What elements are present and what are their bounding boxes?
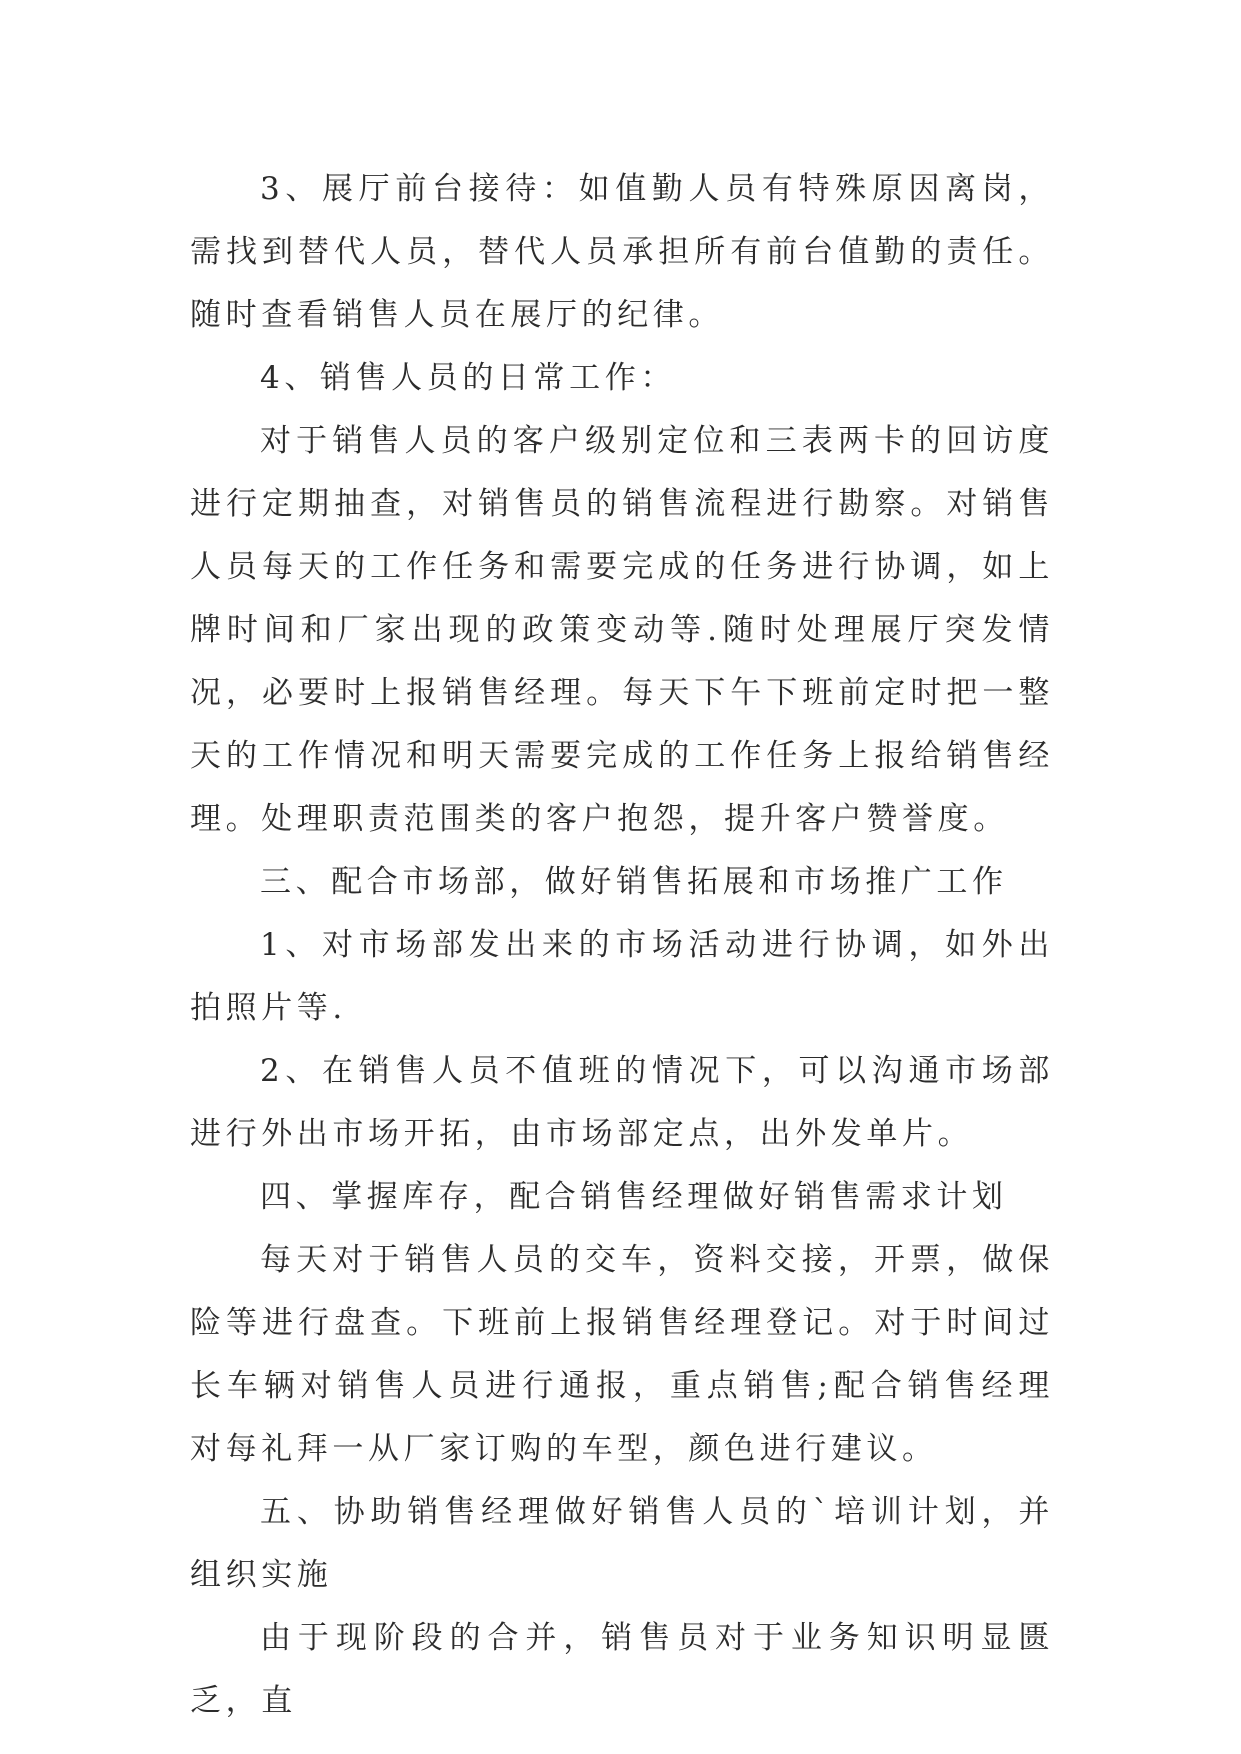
paragraph-market-expansion: 2、在销售人员不值班的情况下，可以沟通市场部进行外出市场开拓，由市场部定点，出外发单片。 — [190, 1053, 1054, 1152]
section-heading-market-cooperation: 三、配合市场部，做好销售拓展和市场推广工作 — [260, 864, 1008, 900]
paragraph-daily-work-details: 对于销售人员的客户级别定位和三表两卡的回访度进行定期抽查，对销售员的销售流程进行勘察。对销售人员每天的工作任务和需要完成的任务进行协调，如上牌时间和厂家出现的政策变动等.随时处理展厅突发情况，必要时上报销售经理。每天下午下班前定时把一整天的工作情况和明天需要完成的工作任务上报给销售经理。处理职责范围类的客户抱怨，提升客户赞誉度。 — [190, 423, 1054, 837]
paragraph-daily-work-heading: 4、销售人员的日常工作： — [260, 360, 676, 396]
paragraph-training-details: 由于现阶段的合并，销售员对于业务知识明显匮乏，直 — [190, 1620, 1054, 1719]
paragraph-inventory-details: 每天对于销售人员的交车，资料交接，开票，做保险等进行盘查。下班前上报销售经理登记。对于时间过长车辆对销售人员进行通报，重点销售;配合销售经理对每礼拜一从厂家订购的车型，颜色进行建议。 — [190, 1242, 1054, 1467]
document-body — [190, 158, 1054, 1733]
paragraph-market-activities: 1、对市场部发出来的市场活动进行协调，如外出拍照片等. — [190, 927, 1054, 1026]
section-heading-inventory: 四、掌握库存，配合销售经理做好销售需求计划 — [260, 1179, 1008, 1215]
paragraph-front-desk-reception: 3、展厅前台接待：如值勤人员有特殊原因离岗，需找到替代人员，替代人员承担所有前台值勤的责任。随时查看销售人员在展厅的纪律。 — [190, 171, 1054, 333]
section-heading-training-plan: 五、协助销售经理做好销售人员的`培训计划，并组织实施 — [190, 1494, 1054, 1593]
